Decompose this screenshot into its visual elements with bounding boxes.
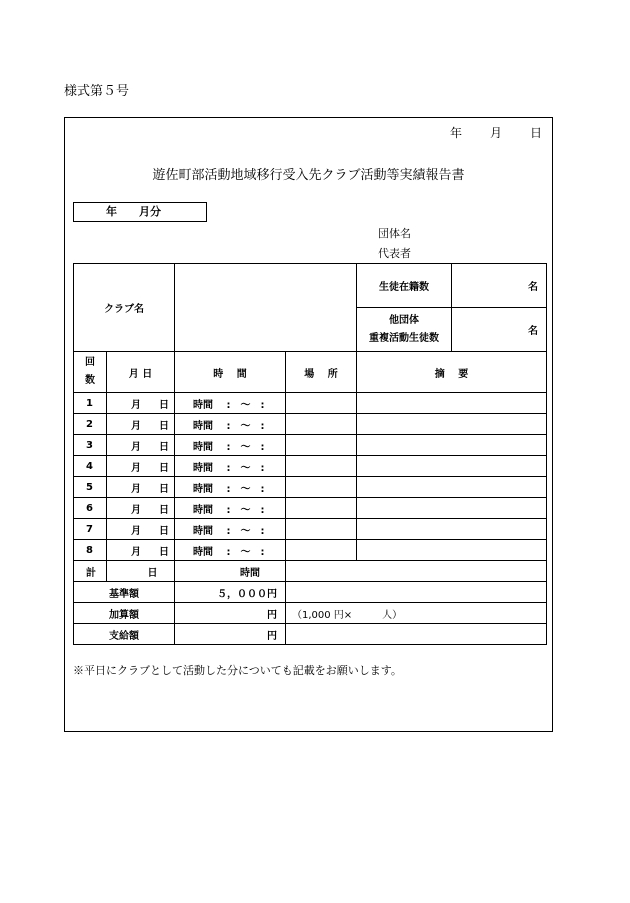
row-place[interactable] <box>286 498 357 519</box>
row-number: 2 <box>74 414 107 435</box>
students-unit: 名 <box>528 282 538 293</box>
col-place-header: 場 所 <box>286 352 357 393</box>
row-place[interactable] <box>286 477 357 498</box>
row-date[interactable] <box>107 393 175 414</box>
row-date[interactable] <box>107 498 175 519</box>
row-number: 1 <box>74 393 107 414</box>
row-time[interactable]: 時間 : 〜 : <box>175 414 286 435</box>
additional-formula[interactable]: （1,000 円× 人） <box>286 603 547 624</box>
org-labels <box>378 224 411 264</box>
activity-rows <box>74 393 547 561</box>
date-day: 日 <box>529 126 542 140</box>
row-time[interactable]: 時間 : 〜 : <box>175 498 286 519</box>
row-number: 8 <box>74 540 107 561</box>
overlap-unit: 名 <box>528 326 538 337</box>
row-month: 月 <box>131 462 141 474</box>
row-date[interactable] <box>107 414 175 435</box>
row-number: 3 <box>74 435 107 456</box>
payment-value[interactable]: 円 <box>175 624 286 645</box>
activity-row <box>74 414 547 435</box>
row-day: 日 <box>159 546 169 558</box>
row-date[interactable] <box>107 519 175 540</box>
club-name-label: クラブ名 <box>74 264 175 352</box>
col-count-line-2: 数 <box>85 375 95 386</box>
row-day: 日 <box>159 525 169 537</box>
row-summary[interactable] <box>357 435 547 456</box>
club-name-field[interactable] <box>175 264 357 352</box>
org-name-label: 団体名 <box>378 227 411 240</box>
row-month: 月 <box>131 504 141 516</box>
row-day: 日 <box>159 504 169 516</box>
row-place[interactable] <box>286 456 357 477</box>
total-days[interactable]: 日 <box>107 561 175 582</box>
row-time[interactable]: 時間 : 〜 : <box>175 393 286 414</box>
date-line <box>450 124 542 141</box>
activity-row <box>74 435 547 456</box>
form-number: 様式第５号 <box>64 84 130 99</box>
students-label: 生徒在籍数 <box>357 264 452 308</box>
activity-row <box>74 456 547 477</box>
report-table <box>73 263 547 645</box>
month-box <box>73 202 207 222</box>
row-summary[interactable] <box>357 456 547 477</box>
col-date-header: 月 日 <box>107 352 175 393</box>
overlap-field[interactable] <box>452 308 547 352</box>
col-summary-header: 摘 要 <box>357 352 547 393</box>
row-summary[interactable] <box>357 519 547 540</box>
col-count-header <box>74 352 107 393</box>
activity-row <box>74 540 547 561</box>
row-place[interactable] <box>286 435 357 456</box>
activity-row <box>74 498 547 519</box>
row-time[interactable]: 時間 : 〜 : <box>175 477 286 498</box>
additional-label: 加算額 <box>74 603 175 624</box>
month-box-year: 年 <box>106 205 117 218</box>
activity-row <box>74 393 547 414</box>
base-value: ５，０００円 <box>175 582 286 603</box>
row-number: 6 <box>74 498 107 519</box>
row-month: 月 <box>131 420 141 432</box>
row-month: 月 <box>131 441 141 453</box>
document-title: 遊佐町部活動地域移行受入先クラブ活動等実績報告書 <box>152 168 465 183</box>
row-summary[interactable] <box>357 498 547 519</box>
row-place[interactable] <box>286 414 357 435</box>
row-day: 日 <box>159 483 169 495</box>
row-summary[interactable] <box>357 393 547 414</box>
total-hours[interactable]: 時間 <box>175 561 286 582</box>
base-label: 基準額 <box>74 582 175 603</box>
row-time[interactable]: 時間 : 〜 : <box>175 519 286 540</box>
row-summary[interactable] <box>357 477 547 498</box>
row-date[interactable] <box>107 435 175 456</box>
row-summary[interactable] <box>357 540 547 561</box>
row-day: 日 <box>159 441 169 453</box>
row-month: 月 <box>131 546 141 558</box>
payment-blank <box>286 624 547 645</box>
students-field[interactable] <box>452 264 547 308</box>
row-place[interactable] <box>286 540 357 561</box>
payment-label: 支給額 <box>74 624 175 645</box>
row-summary[interactable] <box>357 414 547 435</box>
row-time[interactable]: 時間 : 〜 : <box>175 540 286 561</box>
col-time-header: 時 間 <box>175 352 286 393</box>
activity-row <box>74 477 547 498</box>
footnote: ※平日にクラブとして活動した分についても記載をお願いします。 <box>73 664 402 677</box>
overlap-label <box>357 308 452 352</box>
row-number: 7 <box>74 519 107 540</box>
row-day: 日 <box>159 420 169 432</box>
report-form <box>64 117 553 732</box>
additional-value[interactable]: 円 <box>175 603 286 624</box>
activity-row <box>74 519 547 540</box>
overlap-label-line-1: 他団体 <box>389 314 419 326</box>
representative-label: 代表者 <box>378 247 411 260</box>
row-month: 月 <box>131 483 141 495</box>
month-box-month: 月分 <box>139 205 161 218</box>
date-month: 月 <box>489 126 502 140</box>
col-count-line-1: 回 <box>85 357 95 368</box>
row-date[interactable] <box>107 540 175 561</box>
total-label: 計 <box>74 561 107 582</box>
row-time[interactable]: 時間 : 〜 : <box>175 435 286 456</box>
row-place[interactable] <box>286 519 357 540</box>
row-place[interactable] <box>286 393 357 414</box>
overlap-label-line-2: 重複活動生徒数 <box>369 332 439 344</box>
total-blank <box>286 561 547 582</box>
row-number: 5 <box>74 477 107 498</box>
row-day: 日 <box>159 462 169 474</box>
row-time[interactable]: 時間 : 〜 : <box>175 456 286 477</box>
row-month: 月 <box>131 399 141 411</box>
date-year: 年 <box>449 126 462 140</box>
row-number: 4 <box>74 456 107 477</box>
row-date[interactable] <box>107 456 175 477</box>
row-date[interactable] <box>107 477 175 498</box>
row-day: 日 <box>159 399 169 411</box>
row-month: 月 <box>131 525 141 537</box>
base-blank <box>286 582 547 603</box>
